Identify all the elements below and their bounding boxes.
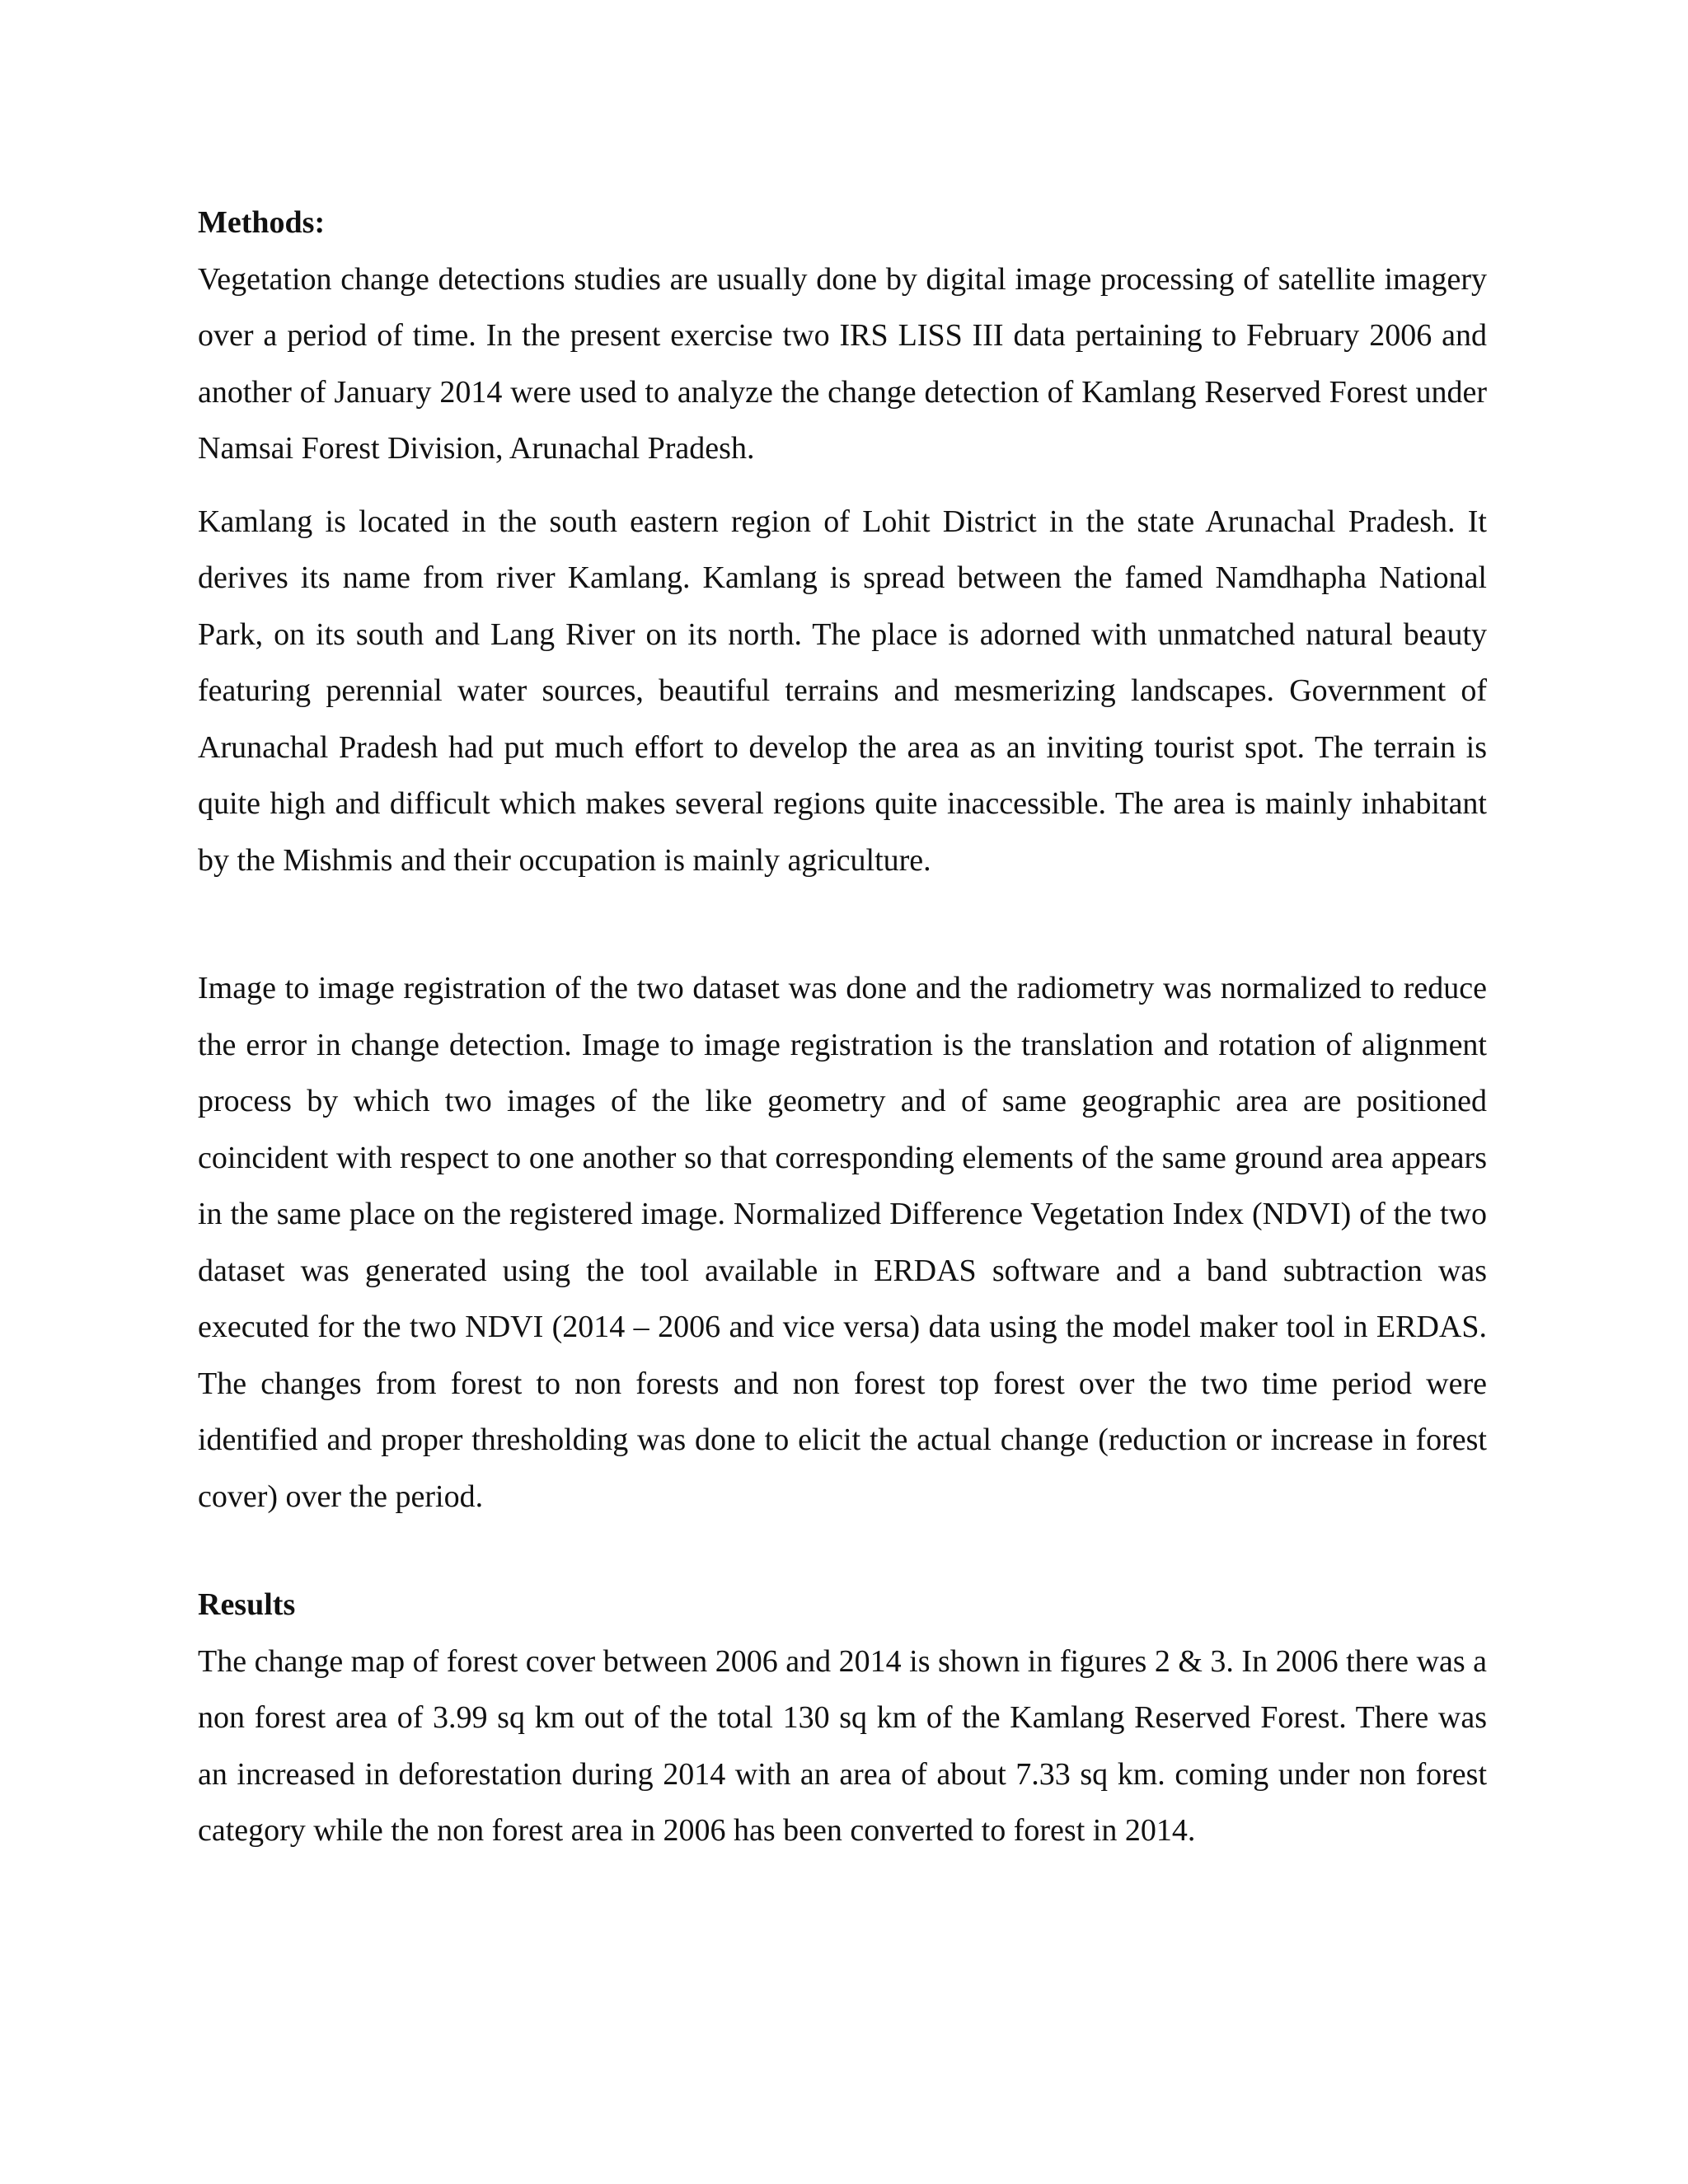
methods-heading: Methods:: [198, 205, 326, 240]
methods-paragraph-kamlang-location: Kamlang is located in the south eastern region of Lohit District in the state Arunachal Pradesh. It derives its name from river Kamlang. Kamlang is spread between the famed Namdhapha National Park, on its south and Lang River on its north. The place is adorned with unmatched natural beauty featuring perennial water sources, beautiful terrains and mesmerizing landscapes. Government of Arunachal Pradesh had put much effort to develop the area as an inviting tourist spot. The terrain is quite high and difficult which makes several regions quite inaccessible. The area is mainly inhabitant by the Mishmis and their occupation is mainly agriculture.: [198, 504, 1487, 878]
methods-paragraph-image-registration: Image to image registration of the two dataset was done and the radiometry was normalized to reduce the error in change detection. Image to image registration is the translation and rotation of alignment process by which two images of the like geometry and of same geographic area are positioned coincident with respect to one another so that corresponding elements of the same ground area appears in the same place on the registered image. Normalized Difference Vegetation Index (NDVI) of the two dataset was generated using the tool available in ERDAS software and a band subtraction was executed for the two NDVI (2014 – 2006 and vice versa) data using the model maker tool in ERDAS. The changes from forest to non forests and non forest top forest over the two time period were identified and proper thresholding was done to elicit the actual change (reduction or increase in forest cover) over the period.: [198, 971, 1487, 1514]
results-heading: Results: [198, 1587, 296, 1622]
results-paragraph-change-map: The change map of forest cover between 2006 and 2014 is shown in figures 2 & 3. In 2006 there was a non forest area of 3.99 sq km out of the total 130 sq km of the Kamlang Reserved Forest. There was an increased in deforestation during 2014 with an area of about 7.33 sq km. coming under non forest category while the non forest area in 2006 has been converted to forest in 2014.: [198, 1643, 1487, 1848]
page-content: [198, 194, 1487, 1859]
methods-paragraph-satellite-data: Vegetation change detections studies are usually done by digital image processing of satellite imagery over a period of time. In the present exercise two IRS LISS III data pertaining to February 2006 and another of January 2014 were used to analyze the change detection of Kamlang Reserved Forest under Namsai Forest Division, Arunachal Pradesh.: [198, 261, 1487, 466]
